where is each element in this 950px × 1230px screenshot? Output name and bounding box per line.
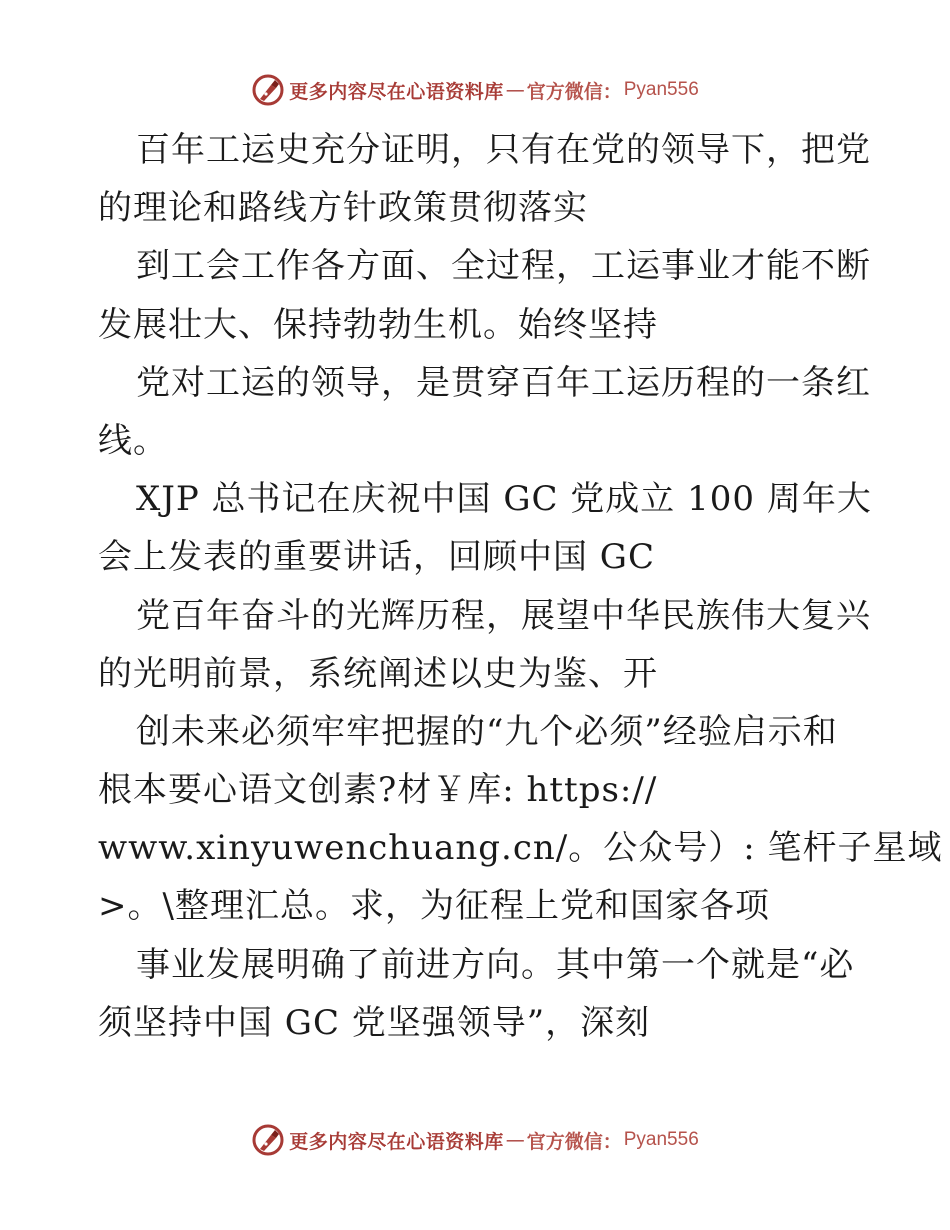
body-line: 事业发展明确了前进方向。其中第一个就是“必 (136, 944, 855, 985)
body-line: >。\整理汇总。求，为征程上党和国家各项 (98, 886, 770, 927)
watermark-text: 更多内容尽在心语资料库 (289, 1130, 504, 1153)
document-body (98, 121, 943, 1052)
watermark-separator: — (505, 1129, 525, 1151)
watermark-separator: — (505, 79, 525, 101)
pen-nib-logo-icon (251, 1123, 285, 1157)
body-line: 的光明前景，系统阐述以史为鉴、开 (98, 653, 658, 694)
header-watermark (0, 70, 950, 110)
watermark-text: 更多内容尽在心语资料库 (289, 80, 504, 103)
pen-nib-logo-icon (251, 73, 285, 107)
footer-watermark (0, 1120, 950, 1160)
watermark-wechat-id: Pyan556 (623, 1129, 699, 1150)
body-line: 的理论和路线方针政策贯彻落实 (98, 188, 588, 229)
watermark-wechat-id: Pyan556 (623, 79, 699, 100)
body-line: 到工会工作各方面、全过程，工运事业才能不断 (136, 246, 871, 287)
body-line: 发展壮大、保持勃勃生机。始终坚持 (98, 304, 658, 345)
body-line: 根本要心语文创素?材￥库: https:// (98, 770, 658, 811)
body-line: 党百年奋斗的光辉历程，展望中华民族伟大复兴 (136, 595, 871, 636)
body-line: XJP 总书记在庆祝中国 GC 党成立 100 周年大 (136, 479, 872, 520)
watermark-label: 官方微信： (526, 1130, 622, 1153)
body-line: 须坚持中国 GC 党坚强领导”，深刻 (98, 1002, 651, 1043)
watermark-label: 官方微信： (526, 80, 622, 103)
body-line: 百年工运史充分证明，只有在党的领导下，把党 (136, 130, 871, 170)
body-line: 创未来必须牢牢把握的“九个必须”经验启示和 (136, 711, 838, 752)
body-line: www.xinyuwenchuang.cn/。公众号）: 笔杆子星域 (98, 828, 943, 869)
body-line: 会上发表的重要讲话，回顾中国 GC (98, 537, 655, 578)
body-line: 党对工运的领导，是贯穿百年工运历程的一条红 (136, 362, 871, 403)
body-line: 线。 (98, 420, 168, 461)
